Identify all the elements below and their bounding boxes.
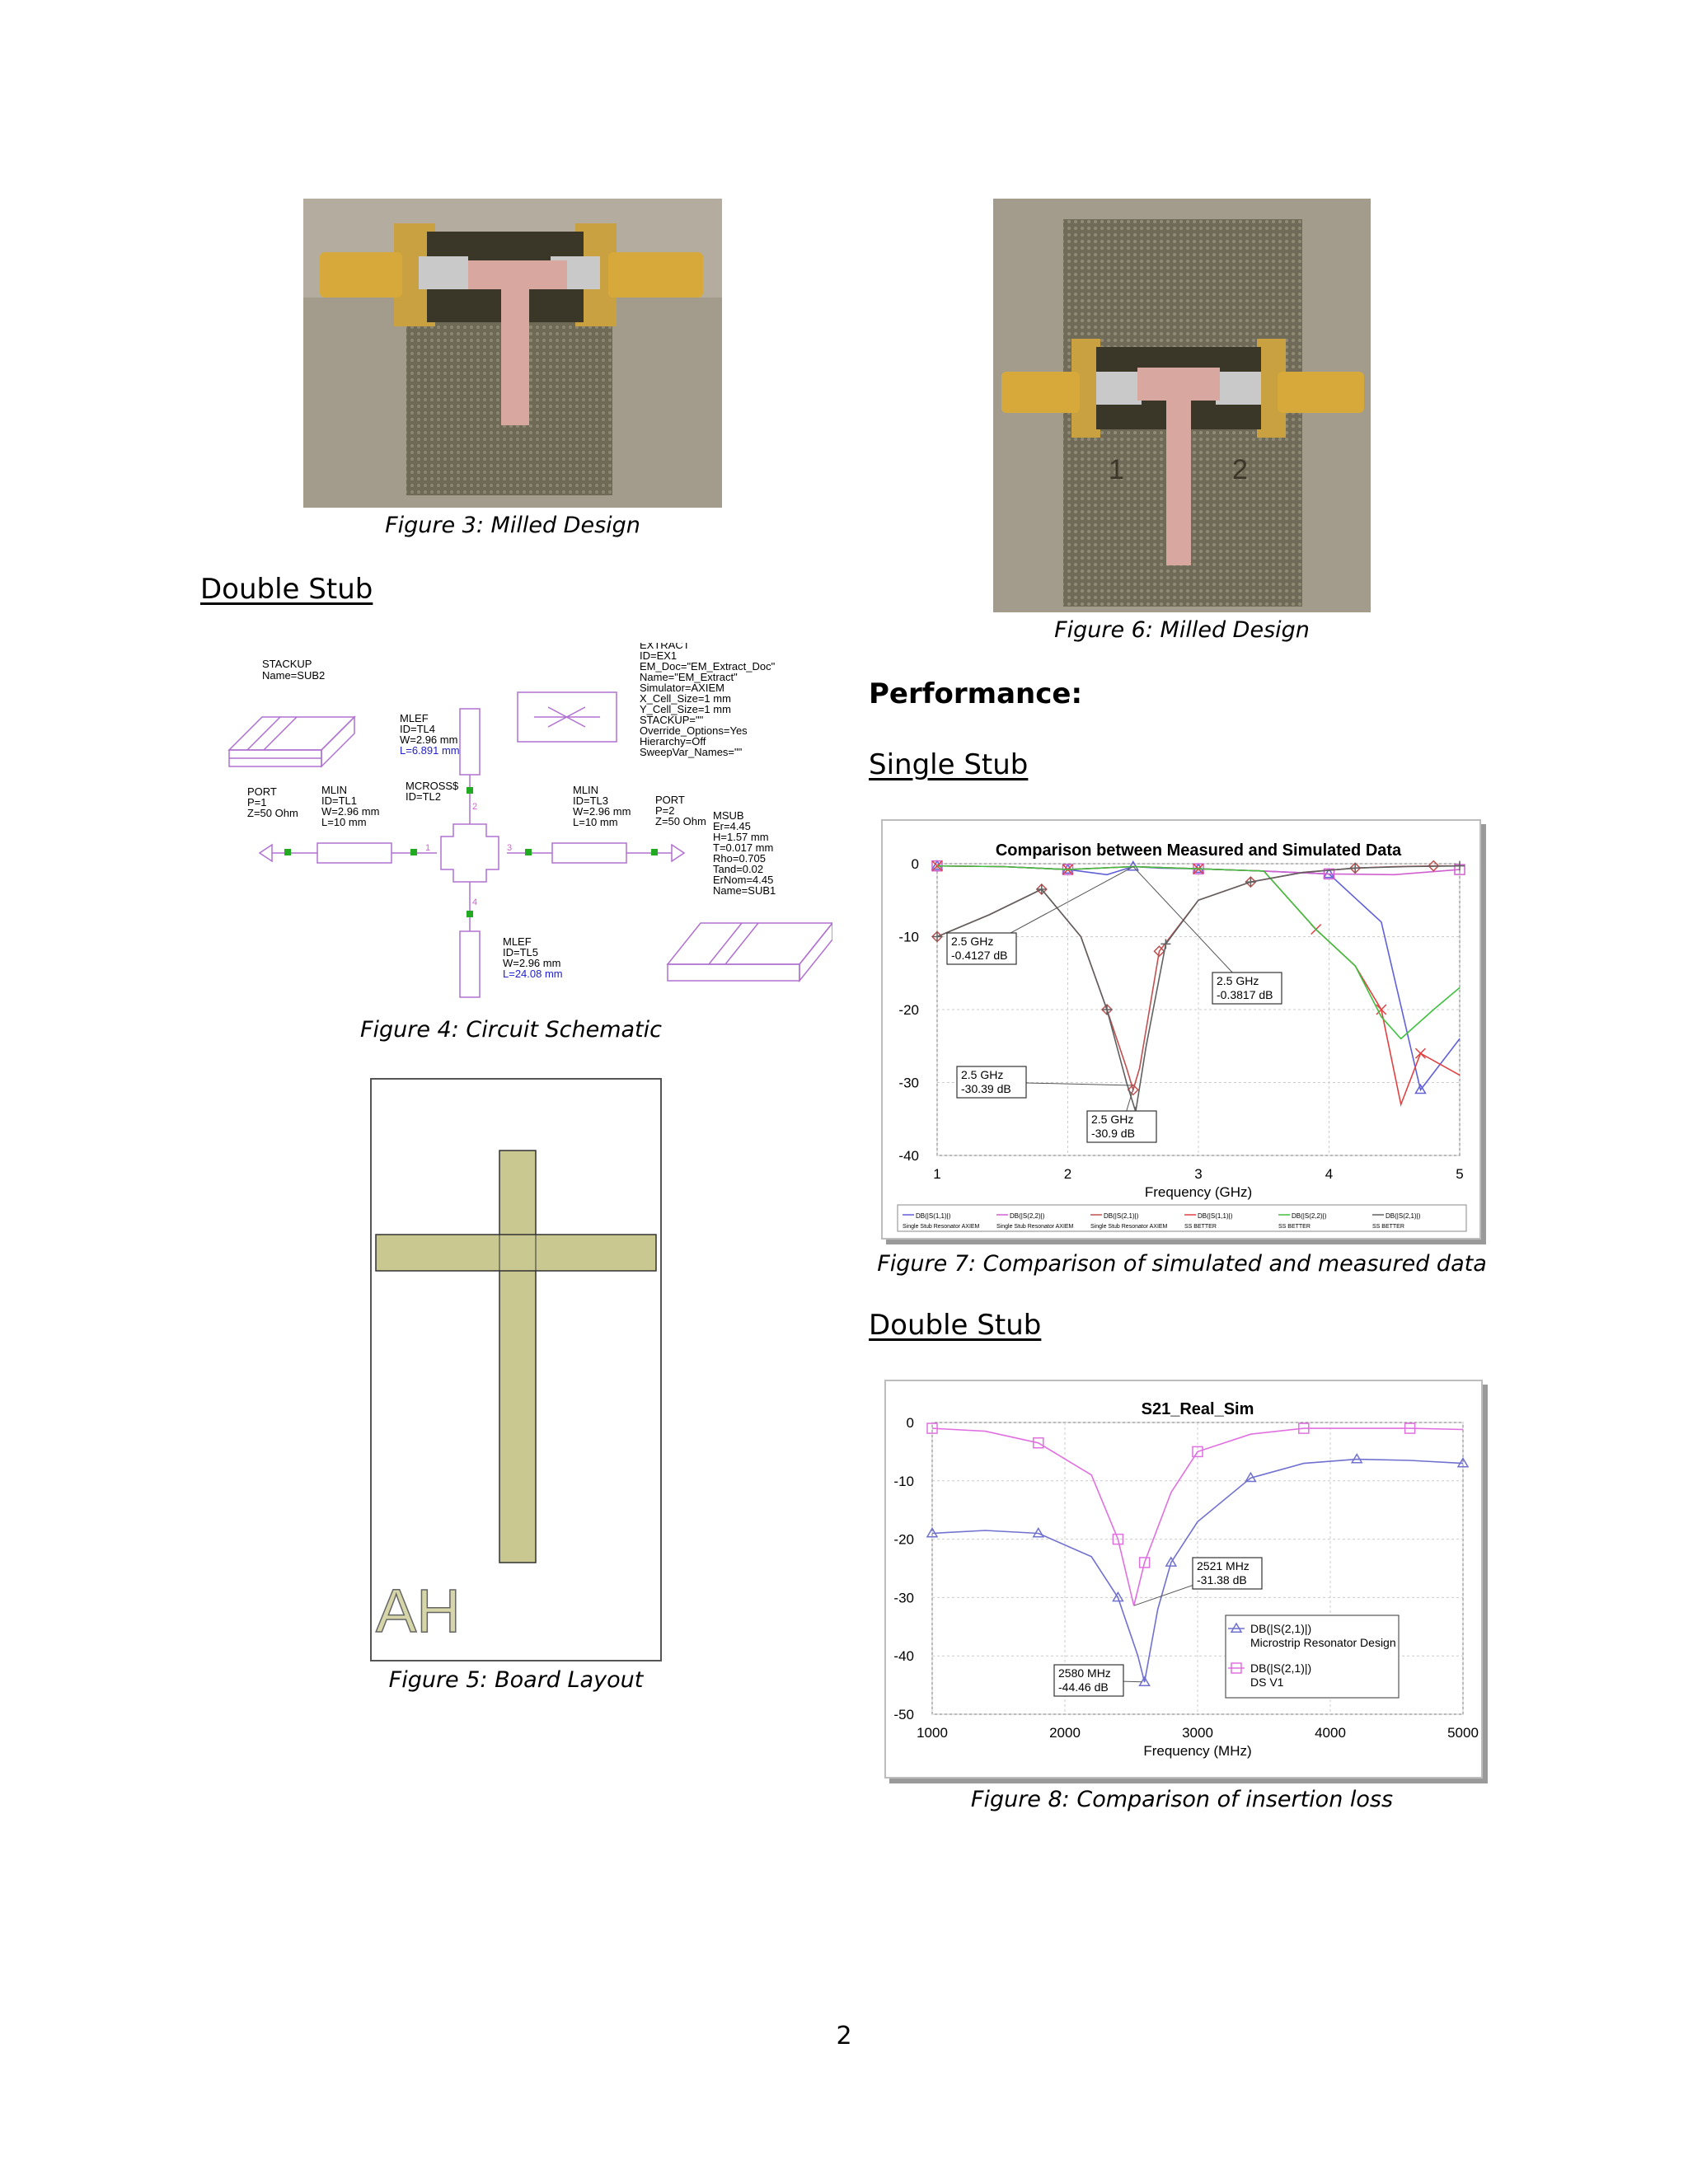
msub-t: T=0.017 mm: [713, 841, 774, 854]
port2-p: P=2: [655, 804, 675, 817]
chart-annotation-value: -31.38 dB: [1197, 1573, 1247, 1586]
mcross-id: ID=TL2: [406, 790, 441, 803]
extract-line: EM_Doc="EM_Extract_Doc": [640, 660, 776, 673]
fig7-caption: Figure 7: Comparison of simulated and measured data: [877, 1251, 1487, 1277]
msub-name: Name=SUB1: [713, 884, 776, 897]
mlin1-width: W=2.96 mm: [321, 805, 380, 818]
extract-line: X_Cell_Size=1 mm: [640, 692, 731, 705]
chart1-svg: [883, 821, 1479, 1238]
chart2-frame: [884, 1380, 1483, 1779]
port2-symbol: [672, 845, 684, 861]
sma-connector-left: [320, 252, 402, 298]
chart-ytick-label: -40: [898, 1148, 919, 1164]
pin-label-1: 1: [425, 843, 431, 853]
legend-entry-sub: SS BETTER: [1184, 1224, 1217, 1230]
extract-line: ID=EX1: [640, 649, 678, 662]
legend-entry-name: DB(|S(1,1)|): [916, 1212, 951, 1220]
sma-connector-right: [608, 252, 703, 298]
node-dot: [467, 911, 473, 917]
stackup-label: STACKUP: [262, 658, 312, 670]
mlin3-rect: [552, 843, 626, 863]
chart-xlabel: Frequency (MHz): [1143, 1743, 1252, 1759]
msub-rho: Rho=0.705: [713, 852, 766, 865]
chart-xtick-label: 4: [1325, 1166, 1334, 1182]
chart-xtick-label: 5000: [1447, 1725, 1479, 1741]
port1-p: P=1: [247, 796, 267, 808]
chart-title: Comparison between Measured and Simulated Data: [995, 841, 1402, 860]
board-layout-svg: [372, 1080, 660, 1660]
trace-stub: [1166, 401, 1191, 565]
mlin1-id: ID=TL1: [321, 794, 357, 807]
port1-z: Z=50 Ohm: [247, 807, 298, 819]
mlin3-length: L=10 mm: [573, 816, 618, 828]
node-dot: [467, 787, 473, 794]
mlin1-rect: [317, 843, 392, 863]
chart-annotation-label: 2.5 GHz: [951, 935, 994, 948]
extract-line: Name="EM_Extract": [640, 671, 738, 683]
chart-ytick-label: -30: [893, 1590, 914, 1606]
chart-annotation-label: 2521 MHz: [1197, 1559, 1250, 1572]
port1-symbol: [260, 845, 272, 861]
legend-entry-name: DB(|S(2,1)|): [1104, 1212, 1139, 1220]
mlef-bot-width: W=2.96 mm: [503, 957, 561, 969]
chart-ytick-label: 0: [911, 856, 919, 872]
fig8-caption: Figure 8: Comparison of insertion loss: [970, 1787, 1394, 1812]
port2-z: Z=50 Ohm: [655, 815, 706, 827]
msub-label: MSUB: [713, 809, 744, 822]
chart-ytick-label: -10: [893, 1473, 914, 1489]
node-dot: [410, 849, 417, 855]
chart-xtick-label: 3000: [1182, 1725, 1213, 1741]
mlin3-id: ID=TL3: [573, 794, 608, 807]
mlin3-width: W=2.96 mm: [573, 805, 631, 818]
mlef-top-width: W=2.96 mm: [400, 733, 458, 746]
chart-xtick-label: 3: [1194, 1166, 1203, 1182]
mlin1-label: MLIN: [321, 784, 348, 796]
fig3-photo-image: [303, 199, 722, 508]
legend-entry-sub: Single Stub Resonator AXIEM: [903, 1224, 980, 1230]
node-dot: [651, 849, 658, 855]
chart2-svg: [886, 1381, 1481, 1777]
chart-xtick-label: 5: [1456, 1166, 1464, 1182]
fig3-photo: [303, 199, 722, 508]
chart-xtick-label: 1: [933, 1166, 941, 1182]
extract-line: EXTRACT: [640, 643, 690, 651]
board-trace-horizontal: [376, 1235, 656, 1271]
chart-xtick-label: 1000: [917, 1725, 948, 1741]
chart-annotation-label: 2.5 GHz: [1217, 974, 1259, 987]
extract-line: Y_Cell_Size=1 mm: [640, 703, 731, 715]
extract-line: Simulator=AXIEM: [640, 682, 724, 694]
msub-h: H=1.57 mm: [713, 831, 769, 843]
chart1-frame: [881, 819, 1481, 1240]
legend-entry-sub: DS V1: [1250, 1675, 1284, 1689]
node-dot: [284, 849, 291, 855]
photo-mark-1: 1: [1109, 454, 1124, 485]
board-layout: [370, 1078, 662, 1661]
chart-ytick-label: -50: [893, 1707, 914, 1722]
legend-entry-name: DB(|S(2,1)|): [1250, 1622, 1312, 1635]
msub-ernom: ErNom=4.45: [713, 874, 774, 886]
sma-connector-left: [1001, 372, 1080, 413]
legend-entry-sub: SS BETTER: [1372, 1224, 1404, 1230]
mcross-symbol: [441, 824, 499, 882]
extract-line: SweepVar_Names="": [640, 746, 743, 758]
photo-mark-2: 2: [1232, 454, 1248, 485]
chart-annotation-label: 2580 MHz: [1058, 1666, 1111, 1680]
chart-xtick-label: 4000: [1315, 1725, 1346, 1741]
mlef-bot-length: L=24.08 mm: [503, 968, 563, 980]
node-dot: [525, 849, 532, 855]
legend-entry-name: DB(|S(2,1)|): [1386, 1212, 1421, 1220]
heading-double-stub-right: Double Stub: [869, 1309, 1042, 1342]
port1-label: PORT: [247, 785, 277, 798]
msub-box-top: [668, 923, 832, 964]
mlin1-length: L=10 mm: [321, 816, 367, 828]
legend-entry-sub: SS BETTER: [1278, 1224, 1311, 1230]
page-number: 2: [836, 2022, 852, 2050]
chart-annotation-value: -30.9 dB: [1091, 1127, 1135, 1140]
pin-label-4: 4: [472, 898, 478, 907]
circuit-schematic: [223, 643, 832, 1014]
chart-xtick-label: 2: [1063, 1166, 1072, 1182]
legend-entry-name: DB(|S(2,2)|): [1010, 1212, 1045, 1220]
trace-horizontal: [468, 260, 567, 289]
fig6-photo-image: [993, 199, 1371, 612]
pin-label-2: 2: [472, 802, 478, 812]
legend-entry-sub: Single Stub Resonator AXIEM: [1090, 1224, 1168, 1230]
chart-annotation-value: -30.39 dB: [961, 1082, 1011, 1095]
mlef-top-id: ID=TL4: [400, 723, 435, 735]
chart-annotation-label: 2.5 GHz: [1091, 1113, 1134, 1126]
mlin3-label: MLIN: [573, 784, 599, 796]
chart-title: S21_Real_Sim: [1141, 1400, 1254, 1418]
mcross-label: MCROSS$: [406, 780, 459, 792]
chart-ytick-label: -20: [898, 1002, 919, 1018]
extract-line: STACKUP="": [640, 714, 704, 726]
chart-xlabel: Frequency (GHz): [1144, 1184, 1253, 1200]
extract-line: Hierarchy=Off: [640, 735, 706, 748]
chart-annotation-value: -0.3817 dB: [1217, 988, 1273, 1001]
board-trace-vertical: [499, 1151, 536, 1563]
chart-ytick-label: 0: [906, 1415, 914, 1431]
msub-tand: Tand=0.02: [713, 863, 764, 875]
heading-performance: Performance:: [869, 677, 1083, 710]
chart-ytick-label: -10: [898, 929, 919, 945]
heading-double-stub-left: Double Stub: [200, 573, 373, 606]
legend-entry-name: DB(|S(2,1)|): [1250, 1661, 1312, 1675]
pin-label-3: 3: [507, 843, 513, 853]
legend-entry-sub: Single Stub Resonator AXIEM: [996, 1224, 1074, 1230]
mlef-top-rect: [460, 709, 480, 775]
chart-annotation-label: 2.5 GHz: [961, 1068, 1004, 1081]
legend-entry-name: DB(|S(1,1)|): [1198, 1212, 1233, 1220]
chart-ytick-label: -40: [893, 1648, 914, 1665]
extract-line: Override_Options=Yes: [640, 724, 748, 737]
sma-connector-right: [1278, 372, 1364, 413]
msub-er: Er=4.45: [713, 820, 751, 832]
legend-entry-sub: Microstrip Resonator Design: [1250, 1636, 1396, 1649]
chart-annotation-value: -44.46 dB: [1058, 1680, 1109, 1694]
heading-single-stub: Single Stub: [869, 748, 1029, 781]
chart-ytick-label: -20: [893, 1531, 914, 1548]
legend-entry-name: DB(|S(2,2)|): [1292, 1212, 1327, 1220]
trace-stub: [501, 289, 529, 425]
fig3-caption: Figure 3: Milled Design: [385, 513, 640, 538]
board-label: AH: [376, 1577, 461, 1645]
port2-label: PORT: [655, 794, 685, 806]
schematic-svg: [223, 643, 832, 1014]
fig5-caption: Figure 5: Board Layout: [388, 1667, 644, 1693]
mlef-top-length: L=6.891 mm: [400, 744, 460, 757]
chart-ytick-label: -30: [898, 1075, 919, 1091]
mlef-bottom-rect: [460, 931, 480, 997]
fig4-caption: Figure 4: Circuit Schematic: [359, 1017, 662, 1043]
stackup-name: Name=SUB2: [262, 669, 326, 682]
mlef-bot-label: MLEF: [503, 935, 532, 948]
mlef-bot-id: ID=TL5: [503, 946, 538, 958]
fig6-caption: Figure 6: Milled Design: [1054, 617, 1310, 643]
chart-xtick-label: 2000: [1049, 1725, 1081, 1741]
chart-annotation-value: -0.4127 dB: [951, 949, 1008, 962]
mlef-top-label: MLEF: [400, 712, 429, 724]
fig6-photo: [993, 199, 1371, 612]
trace-horizontal: [1137, 368, 1220, 401]
